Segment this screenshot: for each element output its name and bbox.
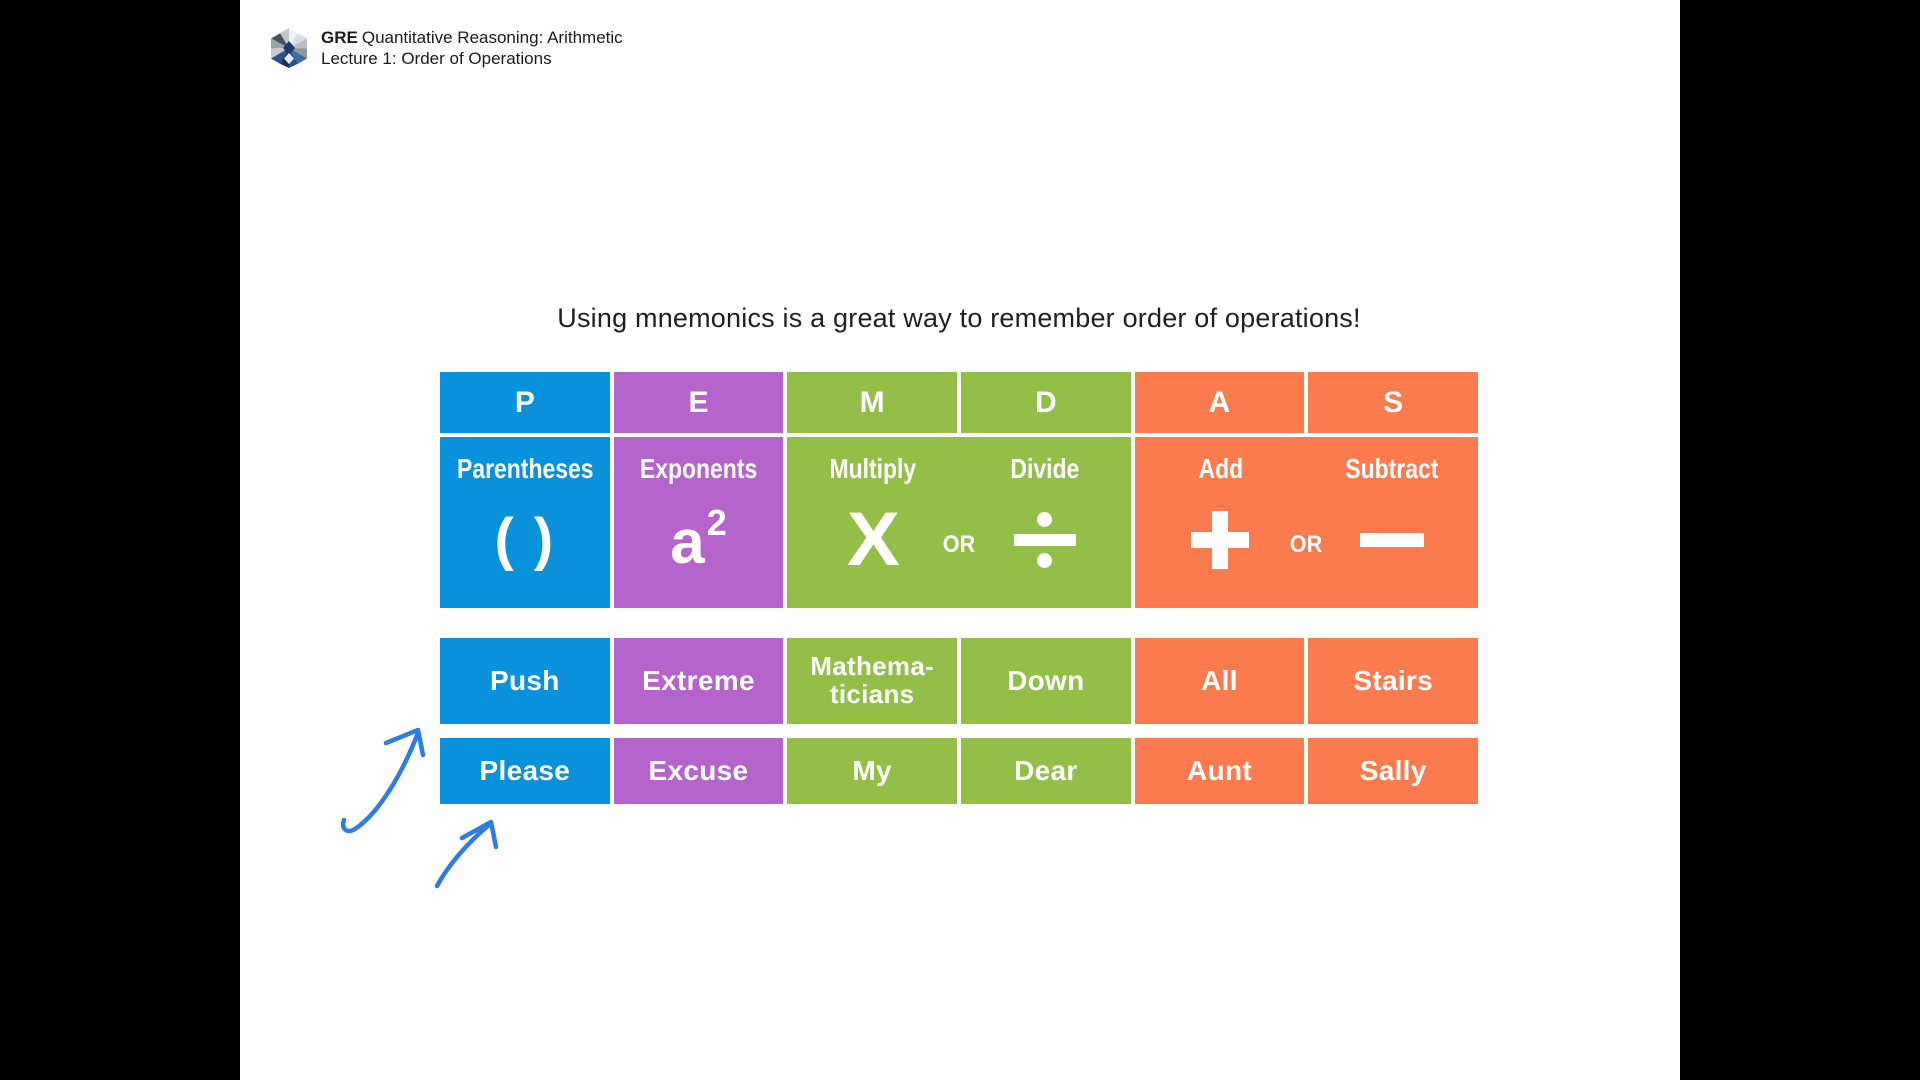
mnemonic-cell-all: All (1135, 638, 1305, 724)
exponent-power: 2 (706, 502, 727, 543)
exponent-base: a (670, 508, 705, 577)
divide-label: Divide (1010, 453, 1080, 484)
divide-dot-top (1037, 512, 1052, 527)
mathematicians-text (810, 653, 934, 709)
mnemonic-cell-aunt: Aunt (1135, 738, 1305, 804)
plus-horizontal-bar (1191, 532, 1249, 548)
lecture-subtitle: Lecture 1: Order of Operations (321, 49, 552, 68)
achievable-gem-logo-icon (267, 27, 311, 69)
plus-icon (1191, 511, 1249, 569)
mnemonic-cell-mathematicians (787, 638, 957, 724)
multiply-label: Multiply (829, 453, 917, 484)
mnemonic-cell-sally: Sally (1308, 738, 1478, 804)
parentheses-cell (440, 437, 610, 608)
mathematicians-line2: ticians (829, 679, 915, 709)
hand-drawn-arrow-right-head (462, 822, 496, 847)
hand-drawn-arrow-left-shaft (343, 733, 418, 831)
letter-cell-s: S (1308, 372, 1478, 433)
add-subtract-or: OR (1290, 530, 1323, 558)
multiply-symbol: X (846, 496, 900, 582)
exponents-cell (614, 437, 784, 608)
letterbox-left (0, 0, 240, 1080)
letter-cell-p: P (440, 372, 610, 433)
hand-drawn-arrow-left-head (386, 730, 423, 755)
operations-row (440, 437, 1478, 608)
parentheses-symbol-area (440, 485, 610, 608)
mnemonic-cell-stairs: Stairs (1308, 638, 1478, 724)
course-header-text (321, 27, 623, 69)
letterbox-right (1680, 0, 1920, 1080)
divide-icon (1014, 512, 1076, 568)
subtract-label: Subtract (1345, 453, 1439, 484)
multiply-divide-or: OR (942, 530, 976, 558)
mnemonic-cell-dear: Dear (961, 738, 1131, 804)
letter-cell-d: D (961, 372, 1131, 433)
parentheses-label: Parentheses (456, 453, 594, 484)
slide-heading: Using mnemonics is a great way to remember order of operations! (557, 303, 1361, 333)
slide-content (240, 0, 1680, 1080)
letter-cell-m: M (787, 372, 957, 433)
mnemonic-cell-push: Push (440, 638, 610, 724)
minus-icon (1360, 533, 1424, 547)
pemdas-table (440, 372, 1478, 804)
exponents-label: Exponents (639, 453, 758, 484)
multiply-divide-labels (787, 453, 1130, 485)
exponents-symbol-area (614, 485, 784, 608)
mathematicians-line1: Mathema- (810, 651, 935, 682)
add-label: Add (1198, 453, 1243, 484)
pemdas-letter-row (440, 372, 1478, 433)
mnemonic-cell-my: My (787, 738, 957, 804)
exponent-symbol (670, 502, 727, 577)
parentheses-symbol: ( ) (494, 507, 556, 572)
multiply-divide-cell (787, 437, 1130, 608)
course-title-acronym: GRE (321, 28, 358, 47)
hand-drawn-arrow-right-shaft (437, 824, 490, 886)
mnemonic-cell-down: Down (961, 638, 1131, 724)
mnemonic-cell-extreme: Extreme (614, 638, 784, 724)
divide-dot-bottom (1037, 553, 1052, 568)
add-subtract-labels (1135, 453, 1478, 485)
course-header (267, 27, 623, 69)
mnemonic-cell-please: Please (440, 738, 610, 804)
add-subtract-cell (1135, 437, 1478, 608)
letter-cell-e: E (614, 372, 784, 433)
course-title-rest: Quantitative Reasoning: Arithmetic (361, 28, 623, 47)
mnemonic-row-push (440, 638, 1478, 724)
mnemonic-cell-excuse: Excuse (614, 738, 784, 804)
divide-bar (1014, 534, 1076, 546)
mnemonic-row-please (440, 738, 1478, 804)
course-title (321, 27, 623, 48)
letter-cell-a: A (1135, 372, 1305, 433)
